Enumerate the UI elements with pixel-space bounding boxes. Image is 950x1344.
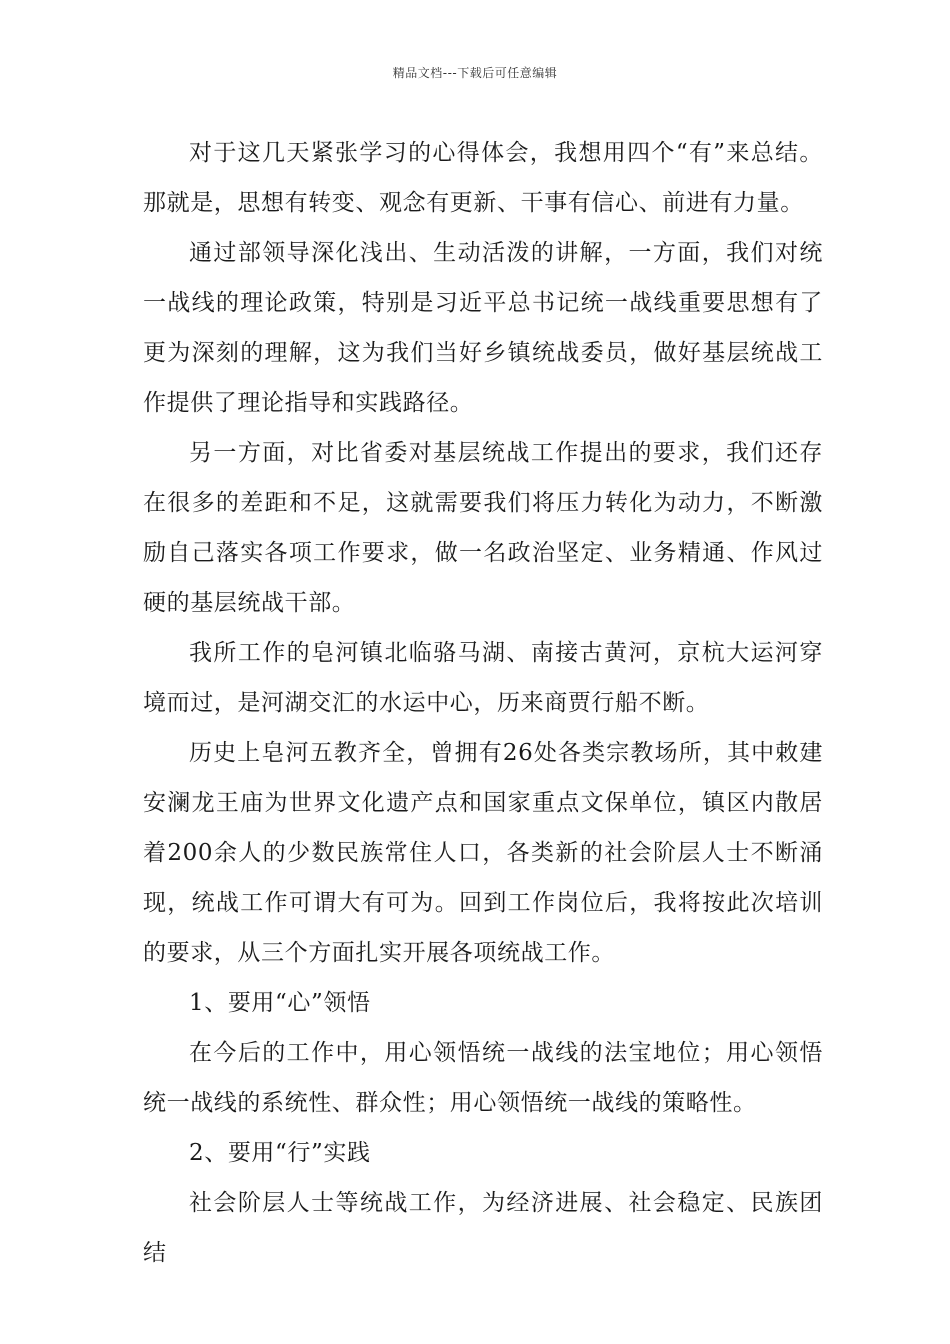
paragraph-summary: 对于这几天紧张学习的心得体会，我想用四个“有”来总结。那就是，思想有转变、观念有更新、干事有信心、前进有力量。 [143, 140, 823, 216]
paragraph-theory: 通过部领导深化浅出、生动活泼的讲解，一方面，我们对统一战线的理论政策，特别是习近平总书记统一战线重要思想有了更为深刻的理解，这为我们当好乡镇统战委员，做好基层统战工作提供了理论指导和实践路径。 [143, 240, 823, 416]
paragraph-gaps: 另一方面，对比省委对基层统战工作提出的要求，我们还存在很多的差距和不足，这就需要我们将压力转化为动力，不断激励自己落实各项工作要求，做一名政治坚定、业务精通、作风过硬的基层统战干部。 [143, 440, 823, 616]
paragraph-action: 社会阶层人士等统战工作，为经济进展、社会稳定、民族团结 [143, 1190, 823, 1266]
section-heading-action: 2、要用“行”实践 [189, 1140, 371, 1166]
paragraph-town-history: 历史上皂河五教齐全，曾拥有26处各类宗教场所，其中敕建安澜龙王庙为世界文化遗产点和国家重点文保单位，镇区内散居着200余人的少数民族常住人口，各类新的社会阶层人士不断涌现，统战工作可谓大有可为。回到工作岗位后，我将按此次培训的要求，从三个方面扎实开展各项统战工作。 [143, 740, 823, 966]
section-heading-heart: 1、要用“心”领悟 [189, 990, 371, 1016]
paragraph-town-location: 我所工作的皂河镇北临骆马湖、南接古黄河，京杭大运河穿境而过，是河湖交汇的水运中心，历来商贾行船不断。 [143, 640, 823, 716]
document-body [143, 128, 823, 1278]
page-header: 精品文档---下载后可任意编辑 [392, 66, 558, 80]
paragraph-heart: 在今后的工作中，用心领悟统一战线的法宝地位；用心领悟统一战线的系统性、群众性；用心领悟统一战线的策略性。 [143, 1040, 823, 1116]
